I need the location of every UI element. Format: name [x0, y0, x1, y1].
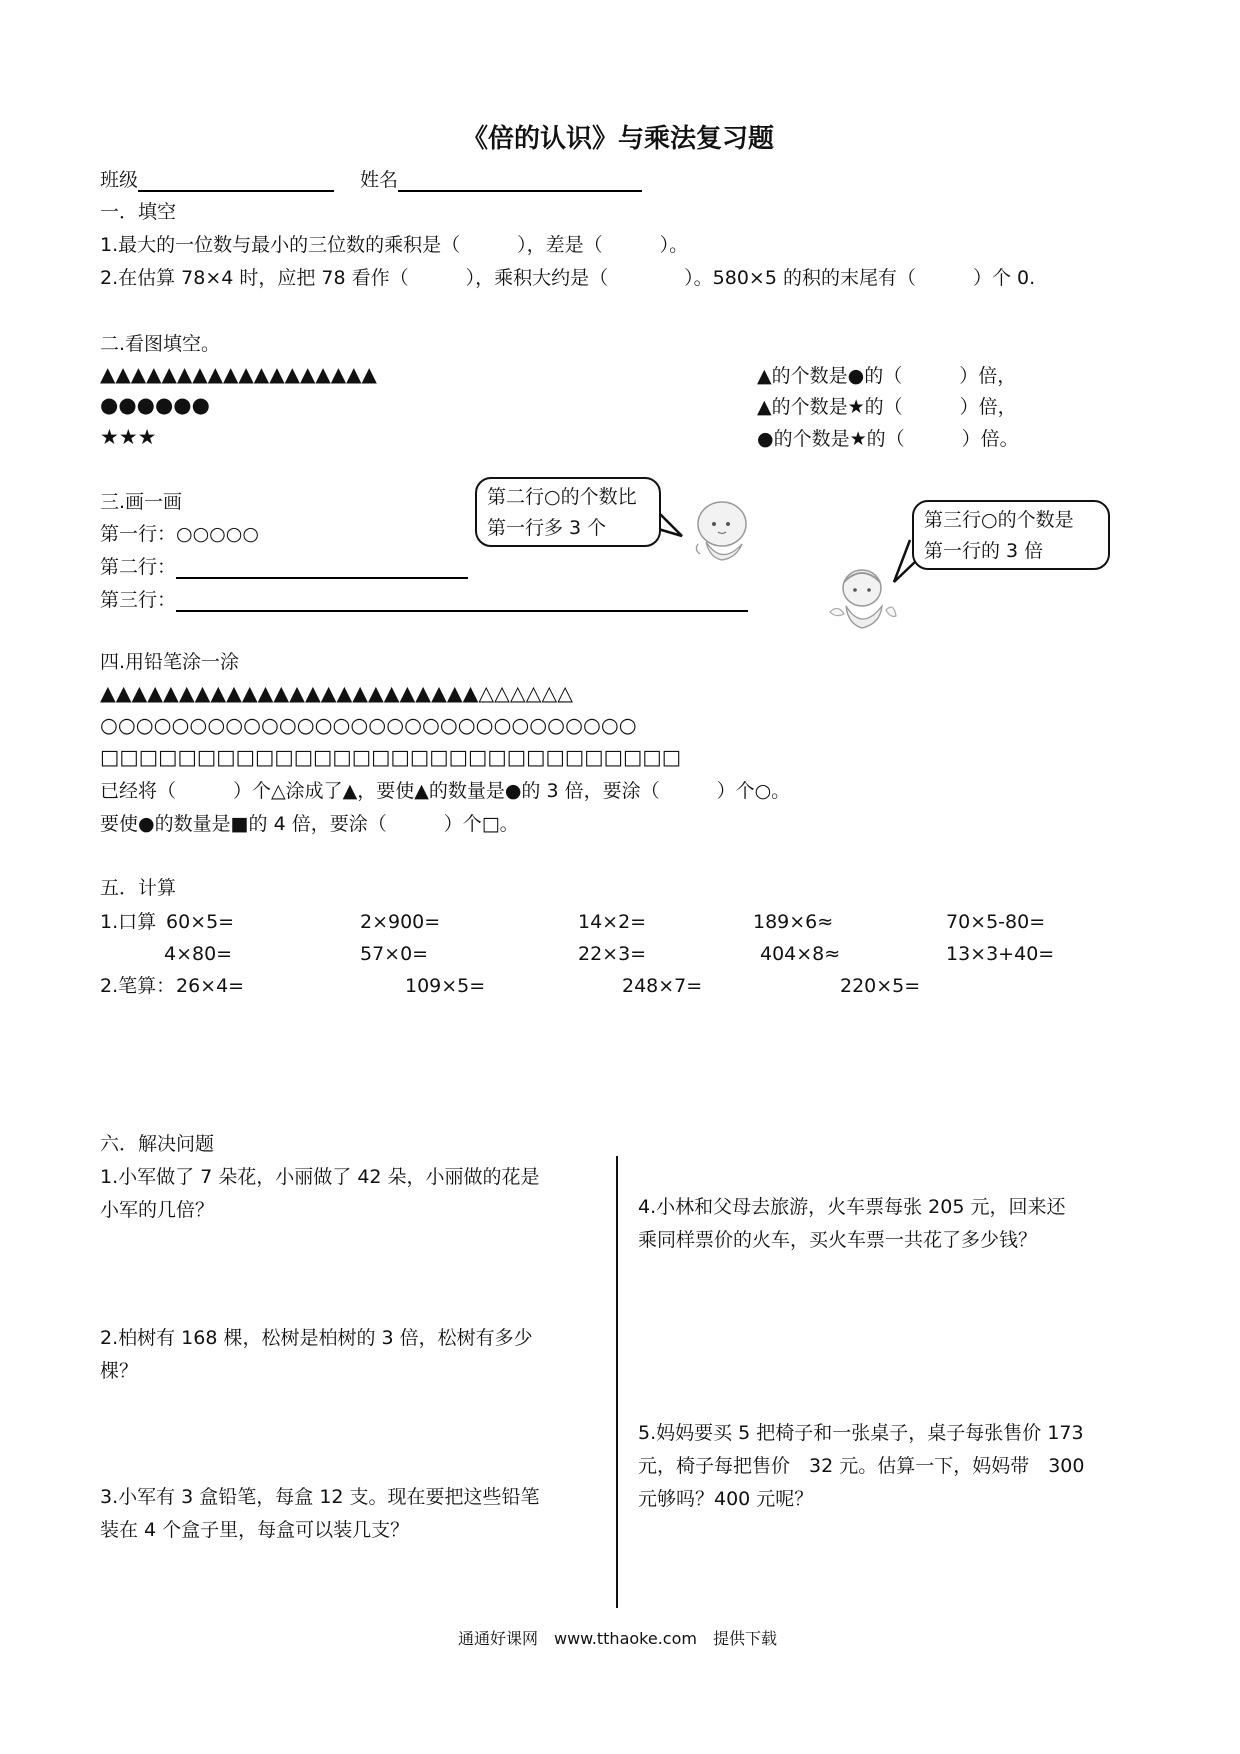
s6-problem-5-line-3: 元够吗？400 元呢？: [638, 1488, 814, 1510]
s6-problem-4-line-2: 乘同样票价的火车，买火车票一共花了多少钱？: [638, 1229, 1038, 1251]
s4-question-1: 已经将（ ）个△涂成了▲，要使▲的数量是●的 3 倍，要涂（ ）个○。: [100, 780, 791, 802]
s2-circle-row: ●●●●●●: [100, 393, 210, 417]
s5-oral-item: 189×6≈: [753, 911, 834, 933]
s5-oral-item: 57×0=: [360, 943, 429, 965]
bubble-1-line-1: 第二行○的个数比: [487, 486, 637, 508]
bubble-2-line-1: 第三行○的个数是: [924, 509, 1074, 531]
class-blank[interactable]: [138, 168, 334, 192]
s5-oral-item: 2×900=: [360, 911, 441, 933]
s6-problem-3-line-2: 装在 4 个盒子里，每盒可以装几支？: [100, 1519, 410, 1541]
speech-bubble-2: [912, 500, 1110, 570]
s3-row-1: [100, 522, 259, 546]
bubble-2-line-2: 第一行的 3 倍: [924, 540, 1044, 562]
s5-oral-item: 13×3+40=: [946, 943, 1055, 965]
section-5-heading: 五．计算: [100, 877, 177, 899]
s2-triangle-row: ▲▲▲▲▲▲▲▲▲▲▲▲▲▲▲▲▲▲: [100, 362, 377, 386]
s3-row-3: [100, 588, 748, 612]
s4-triangle-row: ▲▲▲▲▲▲▲▲▲▲▲▲▲▲▲▲▲▲▲▲▲▲▲▲△△△△△△: [100, 681, 573, 705]
s5-written-item: 248×7=: [622, 975, 703, 997]
s6-problem-1-line-1: 1.小军做了 7 朵花，小丽做了 42 朵，小丽做的花是: [100, 1166, 540, 1188]
cartoon-angel-icon: [824, 562, 898, 638]
s2-star-row: ★★★: [100, 425, 157, 449]
s5-oral-item: 4×80=: [164, 943, 233, 965]
s3-row-1-label: 第一行：: [100, 523, 177, 545]
s6-problem-4-line-1: 4.小林和父母去旅游，火车票每张 205 元，回来还: [638, 1196, 1066, 1218]
s2-answer-2: ▲的个数是★的（ ）倍，: [757, 396, 1017, 418]
class-field: [100, 168, 334, 192]
s3-row-2-blank[interactable]: [176, 555, 468, 579]
s5-oral-item: 22×3=: [578, 943, 647, 965]
s5-written-item: 26×4=: [176, 975, 245, 997]
s6-problem-3-line-1: 3.小军有 3 盒铅笔，每盒 12 支。现在要把这些铅笔: [100, 1486, 540, 1508]
s3-row-3-label: 第三行：: [100, 589, 177, 611]
s3-row-2-label: 第二行：: [100, 556, 177, 578]
s1-question-1: 1.最大的一位数与最小的三位数的乘积是（ ），差是（ ）。: [100, 234, 689, 256]
s3-row-1-circles: ○○○○○: [176, 523, 259, 545]
s5-written-item: 109×5=: [405, 975, 486, 997]
s1-question-2: 2.在估算 78×4 时，应把 78 看作（ ），乘积大约是（ ）。580×5 的积的末尾有（ ）个 0.: [100, 267, 1036, 289]
name-field: [360, 168, 642, 192]
s6-problem-1-line-2: 小军的几倍？: [100, 1199, 215, 1221]
s5-oral-item: 404×8≈: [760, 943, 841, 965]
section-1-heading: 一．填空: [100, 201, 177, 223]
section-4-heading: 四.用铅笔涂一涂: [100, 651, 240, 673]
page-title: 《倍的认识》与乘法复习题: [462, 124, 775, 154]
class-label: 班级: [100, 169, 139, 191]
s4-question-2: 要使●的数量是■的 4 倍，要涂（ ）个□。: [100, 813, 519, 835]
s4-circle-row: ○○○○○○○○○○○○○○○○○○○○○○○○○○○○○○: [100, 713, 637, 737]
s5-oral-item: 70×5-80=: [946, 911, 1046, 933]
section-2-heading: 二.看图填空。: [100, 333, 221, 355]
s4-square-row: □□□□□□□□□□□□□□□□□□□□□□□□□□□□□□: [100, 745, 682, 769]
s2-answer-3: ●的个数是★的（ ）倍。: [757, 428, 1019, 450]
s6-problem-2-line-1: 2.柏树有 168 棵，松树是柏树的 3 倍，松树有多少: [100, 1327, 533, 1349]
s5-oral-item: 14×2=: [578, 911, 647, 933]
s6-problem-2-line-2: 棵？: [100, 1360, 139, 1382]
s6-problem-5-line-1: 5.妈妈要买 5 把椅子和一张桌子，桌子每张售价 173: [638, 1422, 1084, 1444]
name-blank[interactable]: [398, 168, 642, 192]
s3-row-3-blank[interactable]: [176, 588, 748, 612]
s5-oral-item: 60×5=: [166, 911, 235, 933]
s2-answer-1: ▲的个数是●的（ ）倍，: [757, 365, 1017, 387]
s6-problem-5-line-2: 元，椅子每把售价 32 元。估算一下，妈妈带 300: [638, 1455, 1085, 1477]
speech-bubble-1: [475, 477, 661, 547]
s5-written-item: 220×5=: [840, 975, 921, 997]
bubble-1-line-2: 第一行多 3 个: [487, 517, 607, 539]
s5-written-label: 2.笔算：: [100, 975, 176, 997]
column-divider: [616, 1156, 618, 1608]
s3-row-2: [100, 555, 468, 579]
s5-oral-label: 1.口算: [100, 911, 157, 933]
footer-text: 通通好课网 www.tthaoke.com 提供下载: [458, 1629, 777, 1648]
section-3-heading: 三.画一画: [100, 491, 183, 513]
name-label: 姓名: [360, 169, 399, 191]
section-6-heading: 六．解决问题: [100, 1133, 215, 1155]
cartoon-baby-icon: [686, 494, 758, 570]
